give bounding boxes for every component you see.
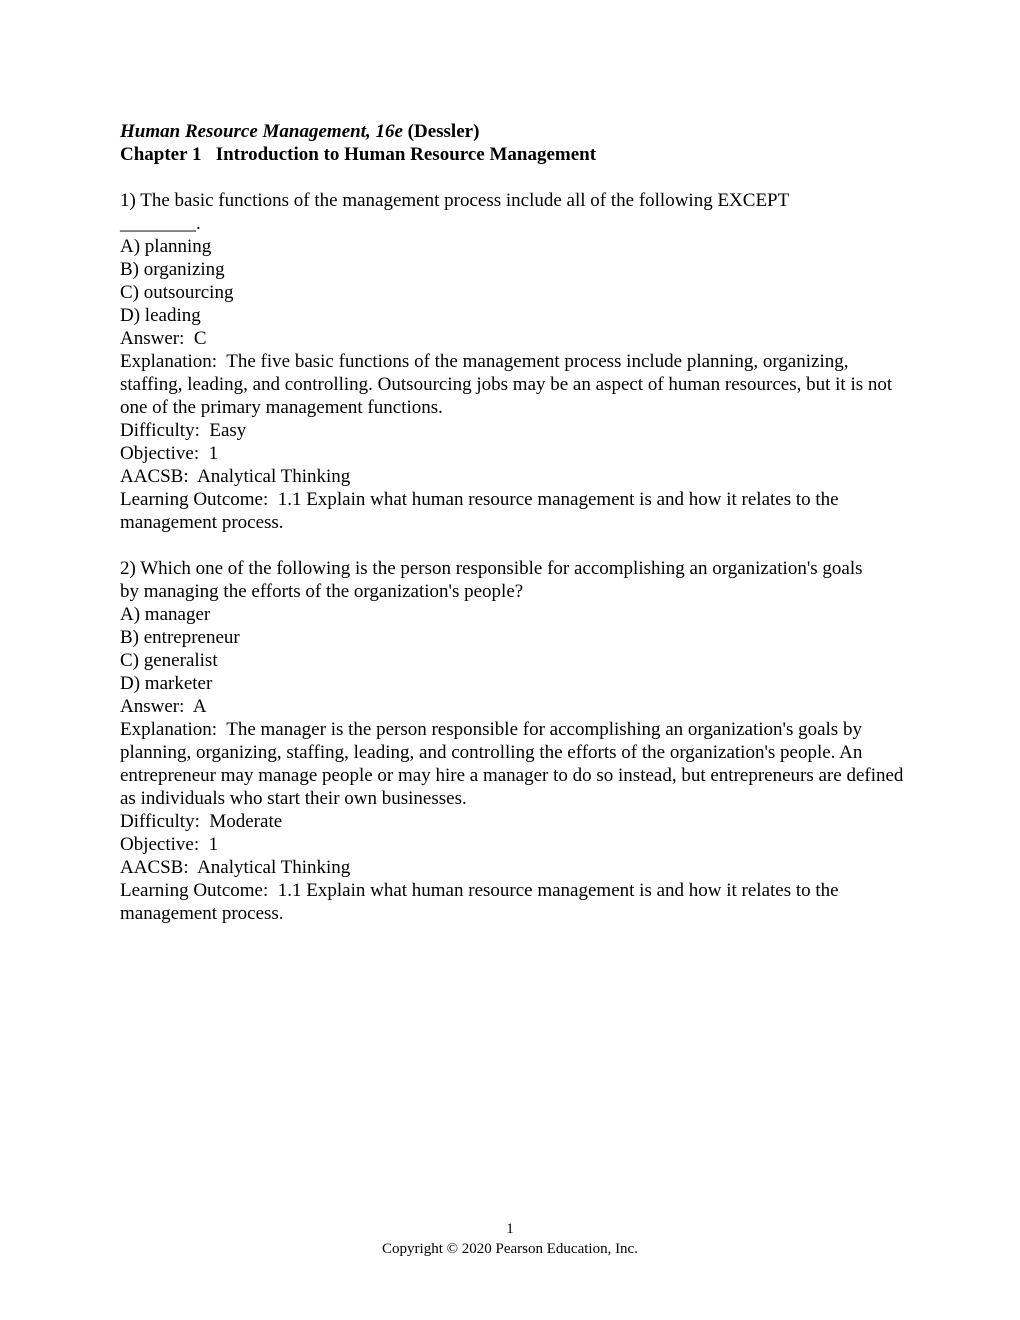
learning-outcome: Learning Outcome: 1.1 Explain what human resource management is and how it relates to the management process. [120,489,844,533]
objective: Objective: 1 [120,443,219,464]
copyright-notice: Copyright © 2020 Pearson Education, Inc. [382,1241,638,1257]
page-number: 1 [506,1221,514,1237]
aacsb: AACSB: Analytical Thinking [120,857,351,878]
answer: Answer: C [120,328,207,349]
option-a: A) manager [120,604,211,625]
option-a: A) planning [120,236,212,257]
option-d: D) leading [120,305,201,326]
question-1 [120,189,910,534]
option-d: D) marketer [120,673,213,694]
option-c: C) generalist [120,650,218,671]
objective: Objective: 1 [120,834,219,855]
option-c: C) outsourcing [120,282,234,303]
difficulty: Difficulty: Moderate [120,811,283,832]
aacsb: AACSB: Analytical Thinking [120,466,351,487]
spacer [120,166,910,189]
spacer [120,534,910,557]
explanation: Explanation: The five basic functions of the management process include planning, organizing, staffing, leading, and controlling. Outsourcing jobs may be an aspect of human resources, but it is not one of the primary management functions. [120,351,897,418]
difficulty: Difficulty: Easy [120,420,247,441]
book-title: Human Resource Management, 16e [120,121,403,142]
page-content [120,120,910,925]
book-author: (Dessler) [402,121,480,142]
learning-outcome: Learning Outcome: 1.1 Explain what human resource management is and how it relates to the management process. [120,880,844,924]
question-stem: 1) The basic functions of the management process include all of the following EXCEPT ________. [120,190,789,234]
question-stem: 2) Which one of the following is the person responsible for accomplishing an organization's goals by managing the efforts of the organization's people? [120,558,863,602]
explanation: Explanation: The manager is the person responsible for accomplishing an organization's goals by planning, organizing, staffing, leading, and controlling the efforts of the organization's people. An entrepreneur may manage people or may hire a manager to do so instead, but entrepreneurs are defined as individuals who start their own businesses. [120,719,909,809]
chapter-title: Chapter 1 Introduction to Human Resource Management [120,144,597,165]
answer: Answer: A [120,696,207,717]
book-header [120,120,910,143]
option-b: B) entrepreneur [120,627,240,648]
question-2 [120,557,910,925]
option-b: B) organizing [120,259,225,280]
